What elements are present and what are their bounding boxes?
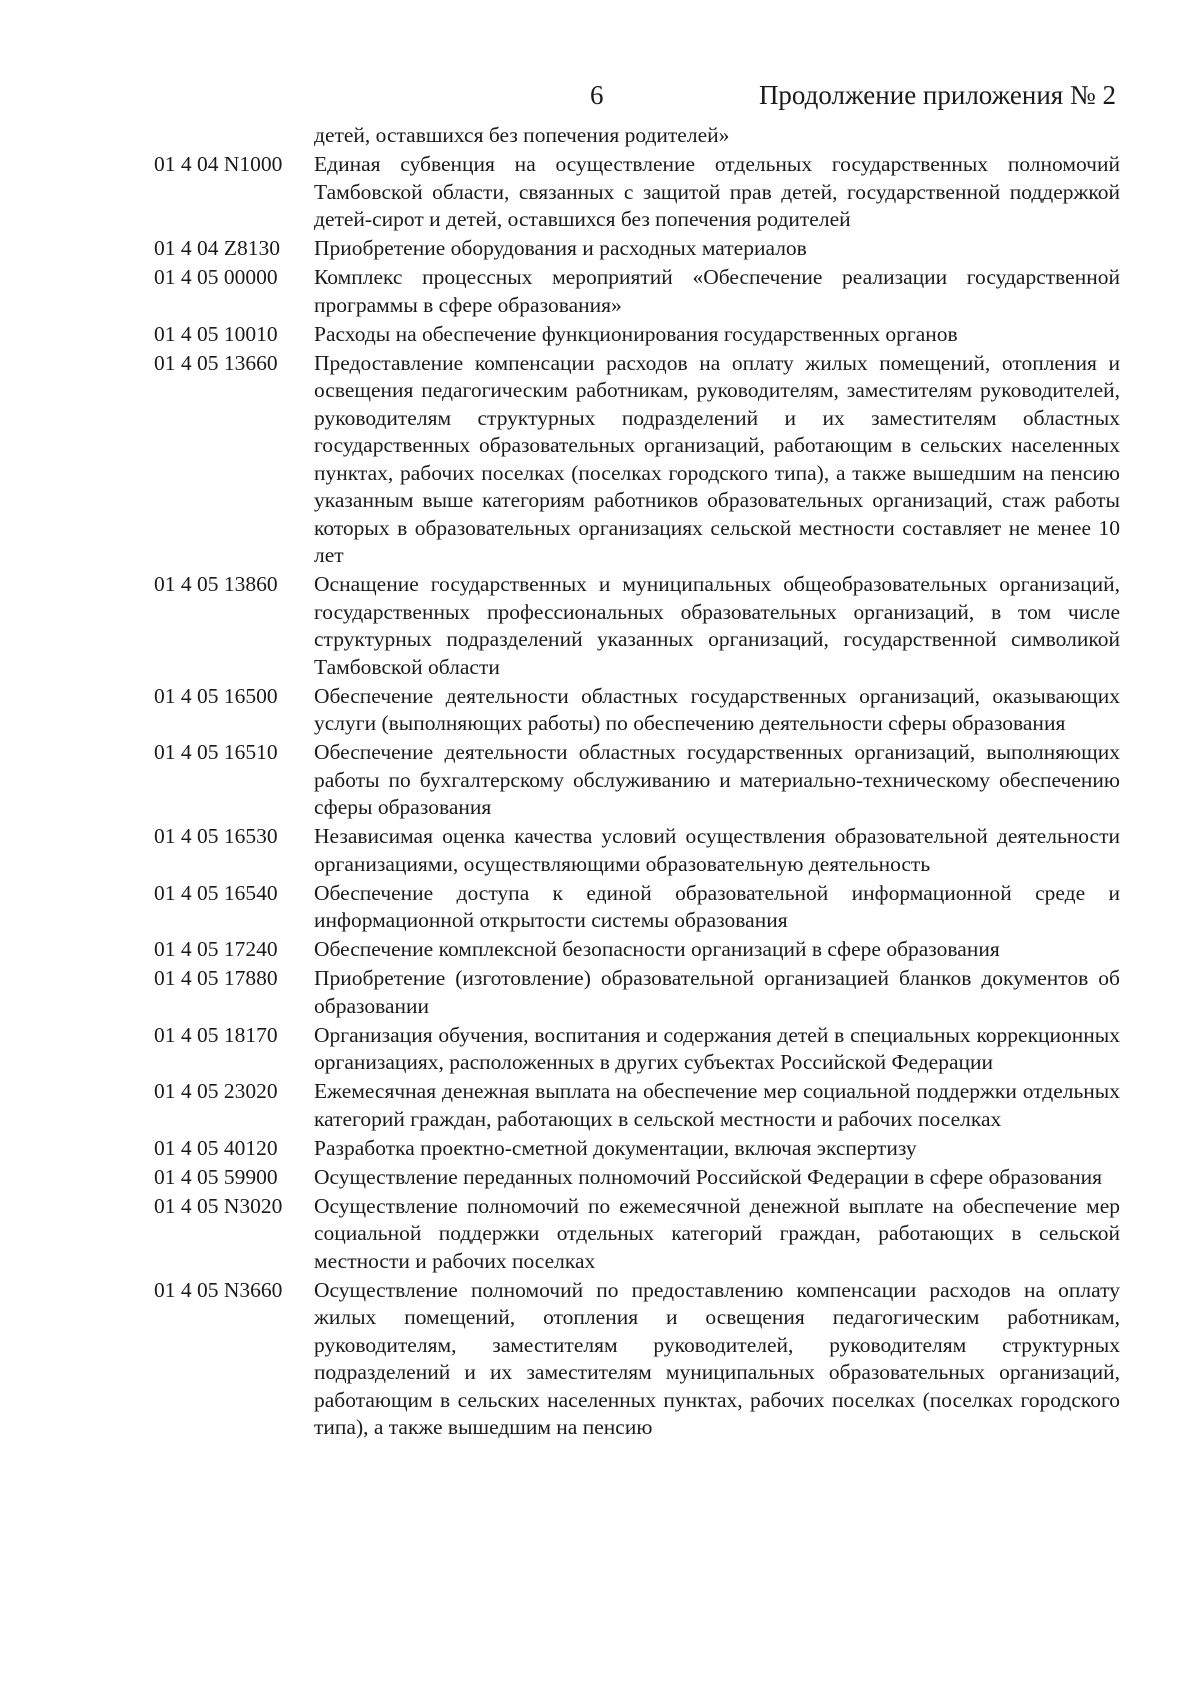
entry-row [154,823,1120,878]
entry-code: 01 4 05 18170 [154,1022,278,1047]
code-spacer [154,122,314,150]
entry-code: 01 4 05 10010 [154,321,278,346]
entry-row [154,264,1120,319]
entry-description: Единая субвенция на осуществление отдельных государственных полномочий Тамбовской области, связанных с защитой прав детей, государственной поддержкой детей-сирот и детей, оставшихся без попечения родителей [314,152,1120,231]
entry-code: 01 4 05 16500 [154,683,278,708]
entry-description: Предоставление компенсации расходов на оплату жилых помещений, отопления и освещения педагогическим работникам, руководителям, заместителям руководителей, руководителям структурных подразделений и их заместителям областных государственных образовательных организаций, работающим в сельских населенных пунктах, рабочих поселках (поселках городского типа), а также вышедшим на пенсию указанным выше категориям работников образовательных организаций, стаж работы которых в образовательных организациях сельской местности составляет не менее 10 лет [314,350,1120,567]
entry-code: 01 4 05 16510 [154,740,278,764]
entry-code: 01 4 04 N1000 [154,152,283,176]
entry-row [154,1277,1120,1442]
entry-description: Разработка проектно-сметной документации, включая экспертизу [314,1135,917,1160]
entry-row [154,936,1120,964]
entry-row [154,571,1120,681]
entry-code: 01 4 05 23020 [154,1079,278,1103]
entry-description: Приобретение (изготовление) образовательной организацией бланков документов об образовании [314,966,1120,1018]
entry-description: Обеспечение деятельности областных государственных организаций, выполняющих работы по бухгалтерскому обслуживанию и материально-техническому обеспечению сферы образования [314,740,1120,819]
carryover-text: детей, оставшихся без попечения родителей» [314,123,730,147]
entry-code: 01 4 05 13860 [154,572,278,596]
entry-description: Осуществление полномочий по предоставлению компенсации расходов на оплату жилых помещений, отопления и освещения педагогическим работникам, руководителям, заместителям руководителей, руководителям структурных подразделений и их заместителям муниципальных образовательных организаций, работающим в сельских населенных пунктах, рабочих поселках (поселках городского типа), а также вышедшим на пенсию [314,1277,1120,1439]
entry-description: Ежемесячная денежная выплата на обеспечение мер социальной поддержки отдельных категорий граждан, работающих в сельской местности и рабочих поселках [314,1079,1120,1131]
carryover-row [154,122,1120,150]
entry-row [154,1135,1120,1163]
entry-description: Оснащение государственных и муниципальных общеобразовательных организаций, государственных профессиональных образовательных организаций, в том числе структурных подразделений указанных организаций, государственной символикой Тамбовской области [314,572,1120,679]
entry-row [154,1022,1120,1077]
entry-description: Обеспечение комплексной безопасности организаций в сфере образования [314,937,1000,961]
entry-code: 01 4 05 16540 [154,880,278,905]
entry-row [154,880,1120,935]
entry-description: Приобретение оборудования и расходных материалов [314,236,807,260]
entry-description: Независимая оценка качества условий осуществления образовательной деятельности организациями, осуществляющими образовательную деятельность [314,824,1120,876]
page-number: 6 [590,80,604,110]
entry-code: 01 4 05 N3020 [154,1193,283,1218]
entry-row [154,739,1120,822]
classification-list [154,122,1120,1443]
entry-row [154,235,1120,263]
entry-row [154,1164,1120,1192]
entry-row [154,965,1120,1020]
entry-description: Организация обучения, воспитания и содержания детей в специальных коррекционных организациях, расположенных в других субъектах Российской Федерации [314,1022,1120,1074]
entry-row [154,1078,1120,1133]
entry-row [154,683,1120,738]
entry-description: Обеспечение деятельности областных государственных организаций, оказывающих услуги (выполняющих работы) по обеспечению деятельности сферы образования [314,683,1120,735]
entry-row [154,1193,1120,1276]
continuation-header: Продолжение приложения № 2 [758,80,1116,110]
entry-code: 01 4 05 N3660 [154,1277,283,1302]
entry-code: 01 4 05 40120 [154,1135,278,1160]
entry-row [154,350,1120,570]
entry-description: Расходы на обеспечение функционирования государственных органов [314,321,958,346]
entry-code: 01 4 05 00000 [154,265,278,289]
entry-rows [154,151,1120,1442]
entry-description: Комплекс процессных мероприятий «Обеспечение реализации государственной программы в сфере образования» [314,265,1120,317]
entry-code: 01 4 05 16530 [154,824,278,848]
entry-code: 01 4 05 13660 [154,350,278,375]
entry-code: 01 4 05 59900 [154,1164,278,1189]
entry-code: 01 4 04 Z8130 [154,236,281,260]
entry-row [154,151,1120,234]
entry-description: Осуществление переданных полномочий Российской Федерации в сфере образования [314,1164,1102,1189]
entry-description: Обеспечение доступа к единой образовательной информационной среде и информационной открытости системы образования [314,880,1120,932]
entry-code: 01 4 05 17240 [154,937,278,961]
entry-description: Осуществление полномочий по ежемесячной денежной выплате на обеспечение мер социальной поддержки отдельных категорий граждан, работающих в сельской местности и рабочих поселках [314,1193,1120,1273]
entry-code: 01 4 05 17880 [154,966,278,990]
entry-row [154,321,1120,349]
